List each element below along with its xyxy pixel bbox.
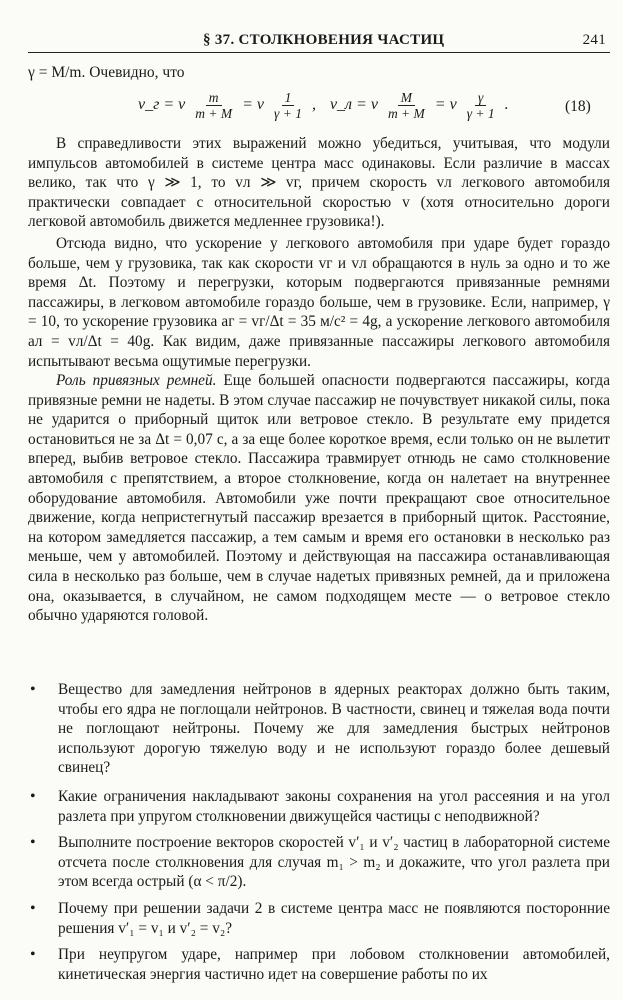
intro-line: γ = M/m. Очевидно, что [28,64,185,81]
question-text: Выполните построение векторов скоростей v′₁ и v′₂ частиц в лабораторной системе отсчета после столкновения для случая m₁ > m₂ и докажите, что угол разлета при этом всегда острый (α < π/2). [58,834,610,891]
fraction-denominator: m + M [387,105,425,121]
fraction [192,90,235,121]
paragraph-lead-italic: Роль привязных ремней. [56,372,217,389]
section-title: § 37. СТОЛКНОВЕНИЯ ЧАСТИЦ [203,32,445,48]
bullet-icon: • [30,681,36,698]
fraction [464,90,498,121]
formula-18 [138,86,509,124]
list-item [28,945,610,984]
formula-vg-lhs: v_г = v [138,96,186,113]
formula-equals: = v [242,96,265,113]
formula-equals: = v [434,96,457,113]
question-text: Какие ограничения накладывают законы сохранения на угол рассеяния и на угол разлета при упругом столкновении движущейся частицы с неподвижной? [58,787,610,825]
bullet-icon: • [30,834,36,852]
list-item [28,787,610,826]
formula-vl-lhs: v_л = v [329,96,378,113]
fraction-denominator: γ + 1 [274,105,302,121]
question-text: Вещество для замедления нейтронов в ядерных реакторах должно быть таким, чтобы его ядра не поглощали нейтронов. В частности, свинец и тяжелая вода почти не поглощают нейтроны. Почему же для замедления быстрых нейтронов используют дорогую тяжелую воду и не используют гораздо более дешевый свинец? [58,681,610,777]
equation-number: (18) [565,98,591,115]
running-header [28,26,610,53]
fraction-denominator: γ + 1 [466,105,495,121]
fraction-numerator: M [398,90,415,106]
bullet-icon: • [30,787,36,805]
paragraph-3 [28,371,610,626]
paragraph-1 [28,134,610,232]
fraction-numerator: 1 [282,90,295,106]
question-text: Почему при решении задачи 2 в системе центра масс не появляются посторонние решения v′₁ = v₁ и v′₂ = v₂? [58,899,610,937]
question-text: При неупругом ударе, например при лобовом столкновении автомобилей, кинетическая энергия частично идет на совершение работы по их [58,946,610,983]
bullet-icon: • [30,899,36,917]
page-number: 241 [582,32,606,48]
paragraph-body: Еще большей опасности подвергаются пассажиры, когда привязные ремни не надеты. В этом случае пассажир не почувствует никакой силы, пока не ударится о приборный щиток или ветровое стекло. В результате ему придется остановиться не за Δt = 0,07 с, а за еще более короткое время, если только он не вылетит вперед, выбив ветровое стекло. Пассажира травмирует отнюдь не само столкновение автомобиля с препятствием, а второе столкновение, когда он налетает на внутреннее оборудование автомобиля. Автомобили уже почти прекращают свое относительное движение, когда непристегнутый пассажир врезается в приборный щиток. Расстояние, на котором замедляется пассажир, а тем самым и время его остановки в несколько раз меньше, чем у автомобилей. Поэтому и действующая на пассажира останавливающая сила в несколько раз больше, чем в случае надетых привязных ремней, да и приложена она, оказывается, в случайном, не самом подходящем месте — о ветровое стекло обычно ударяются головой. [28,372,610,625]
fraction [271,90,305,121]
book-page [28,0,610,1000]
paragraph-text: Отсюда видно, что ускорение у легкового автомобиля при ударе будет гораздо больше, чем у грузовика, так как скорости vг и vл обращаются в нуль за одно и то же время Δt. Поэтому и перегрузки, которым подвергаются привязанные ремнями пассажиры, в легковом автомобиле гораздо больше, чем в грузовике. Если, например, γ = 10, то ускорение грузовика aг = vг/Δt = 35 м/с² = 4g, а ускорение легкового автомобиля aл = vл/Δt = 40g. Как видим, даже привязанные пассажиры легкового автомобиля испытывают весьма ощутимые перегрузки. [28,235,610,370]
paragraph-2 [28,234,610,371]
fraction [385,90,428,121]
list-item [28,680,610,778]
fraction-numerator: m [206,90,222,106]
bullet-icon: • [30,946,36,964]
formula-end: . [504,96,509,113]
list-item [28,899,610,938]
paragraph-text: В справедливости этих выражений можно убедиться, учитывая, что модули импульсов автомобилей в системе центра масс одинаковы. Если различие в массах велико, так что γ ≫ 1, то vл ≫ vг, причем скорость vл легкового автомобиля практически совпадает с относительной скоростью v (хотя относительно дороги легковой автомобиль движется медленнее грузовика!). [28,135,610,231]
fraction-numerator: γ [475,90,486,106]
questions-list [28,680,610,991]
list-item [28,833,610,892]
fraction-denominator: m + M [195,105,233,121]
formula-separator: , [311,96,316,113]
paragraph-text [28,371,610,626]
